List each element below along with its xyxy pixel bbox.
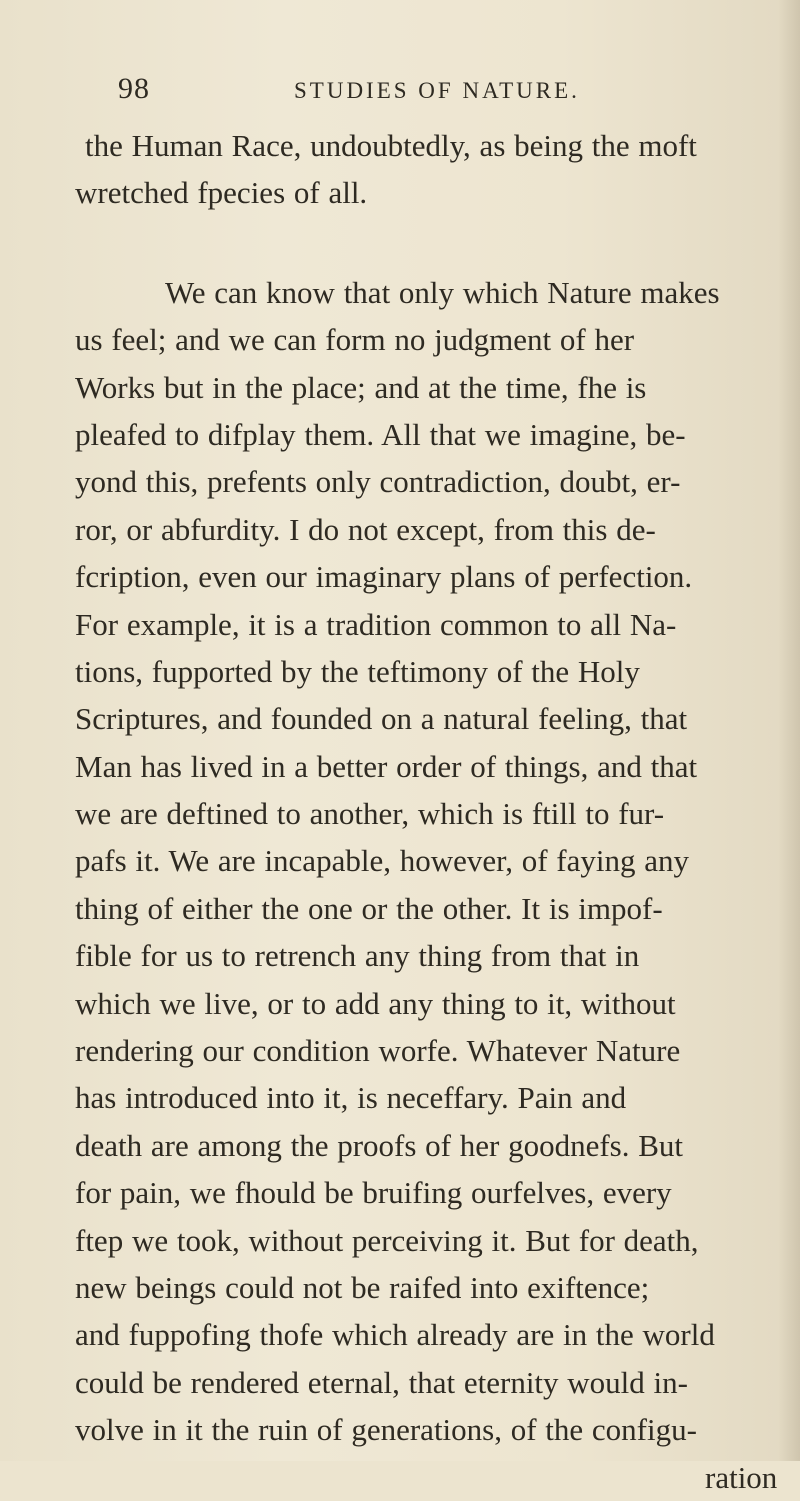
text-line: which we live, or to add any thing to it, without [75,985,676,1021]
catchword: ration [705,1459,778,1495]
text-line: ftep we took, without perceiving it. But for death, [75,1222,699,1258]
text-line: has introduced into it, is neceffary. Pain and [75,1080,627,1116]
text-line: new beings could not be raifed into exiftence; [75,1269,650,1305]
running-title: STUDIES OF NATURE. [294,78,580,103]
text-line: Scriptures, and founded on a natural feeling, that [75,701,688,737]
text-line: fible for us to retrench any thing from that in [75,938,640,974]
text-line: us feel; and we can form no judgment of her [75,322,635,358]
paragraph-gap [75,217,795,269]
body-text [75,122,795,1501]
text-line: volve in it the ruin of generations, of the configu- [75,1412,697,1448]
text-line: fcription, even our imaginary plans of perfection. [75,559,693,595]
text-line: and fuppofing thofe which already are in the world [75,1317,715,1353]
text-line: For example, it is a tradition common to all Na- [75,606,677,642]
running-head [118,72,718,108]
text-line: thing of either the one or the other. It is impof- [75,890,663,926]
text-line: yond this, prefents only contradiction, doubt, er- [75,464,681,500]
text-line: ror, or abfurdity. I do not except, from this de- [75,511,656,547]
text-line: pleafed to difplay them. All that we imagine, be- [75,416,686,452]
text-line: tions, fupported by the teftimony of the Holy [75,653,640,689]
text-line: we are deftined to another, which is ftill to fur- [75,796,665,832]
text-line: could be rendered eternal, that eternity would in- [75,1364,688,1400]
text-line: wretched fpecies of all. [75,175,368,211]
text-line: the Human Race, undoubtedly, as being the moft [85,128,697,163]
text-line: Works but in the place; and at the time, fhe is [75,369,647,405]
text-line: pafs it. We are incapable, however, of faying any [75,843,689,879]
page-number: 98 [118,72,150,105]
text-line: death are among the proofs of her goodnefs. But [75,1127,684,1163]
text-line: Man has lived in a better order of things, and that [75,748,698,784]
text-line: rendering our condition worfe. Whatever Nature [75,1033,681,1069]
paragraph-first-line: We can know that only which Nature makes [165,274,720,310]
text-line: for pain, we fhould be bruifing ourfelves, every [75,1175,672,1211]
